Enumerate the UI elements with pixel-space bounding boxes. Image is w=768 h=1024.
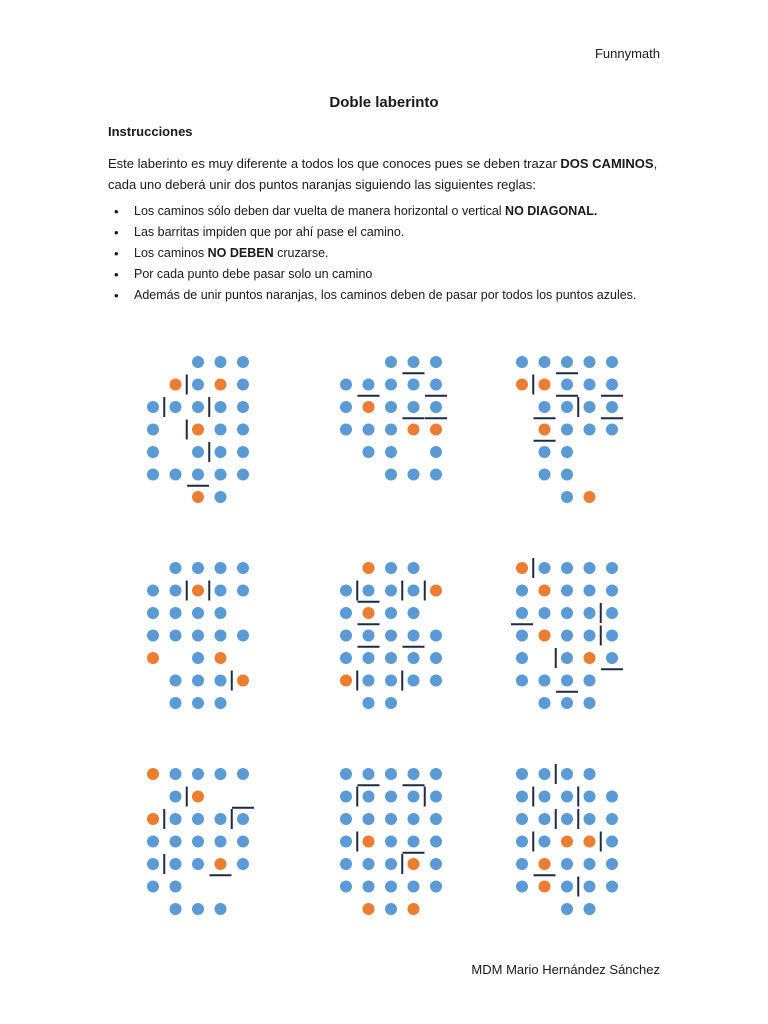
blue-dot (192, 836, 204, 848)
blue-dot (606, 401, 618, 413)
blue-dot (192, 469, 204, 481)
blue-dot (430, 446, 442, 458)
maze-3 (516, 356, 623, 503)
blue-dot (215, 491, 227, 503)
blue-dot (192, 630, 204, 642)
blue-dot (340, 791, 352, 803)
rule-text: Por cada punto debe pasar solo un camino (134, 267, 373, 281)
blue-dot (408, 562, 420, 574)
blue-dot (516, 791, 528, 803)
rule-text: Además de unir puntos naranjas, los caminos deben de pasar por todos los puntos azules. (134, 288, 637, 302)
blue-dot (363, 652, 375, 664)
blue-dot (170, 607, 182, 619)
orange-dot (192, 791, 204, 803)
blue-dot (147, 585, 159, 597)
blue-dot (192, 675, 204, 687)
orange-dot (539, 424, 551, 436)
blue-dot (584, 562, 596, 574)
blue-dot (584, 858, 596, 870)
blue-dot (584, 585, 596, 597)
blue-dot (170, 881, 182, 893)
blue-dot (215, 562, 227, 574)
blue-dot (606, 652, 618, 664)
blue-dot (385, 858, 397, 870)
orange-dot (363, 903, 375, 915)
orange-dot (147, 813, 159, 825)
blue-dot (584, 424, 596, 436)
orange-dot (584, 491, 596, 503)
blue-dot (385, 401, 397, 413)
blue-dot (385, 836, 397, 848)
blue-dot (430, 356, 442, 368)
blue-dot (561, 813, 573, 825)
blue-dot (539, 469, 551, 481)
maze-2 (340, 356, 447, 481)
blue-dot (363, 585, 375, 597)
blue-dot (170, 836, 182, 848)
blue-dot (516, 836, 528, 848)
orange-dot (215, 652, 227, 664)
blue-dot (147, 607, 159, 619)
blue-dot (561, 630, 573, 642)
blue-dot (170, 768, 182, 780)
blue-dot (516, 585, 528, 597)
blue-dot (170, 401, 182, 413)
blue-dot (561, 401, 573, 413)
intro-emphasis: DOS CAMINOS (560, 156, 654, 171)
blue-dot (237, 379, 249, 391)
blue-dot (539, 446, 551, 458)
orange-dot (539, 585, 551, 597)
blue-dot (516, 630, 528, 642)
blue-dot (606, 791, 618, 803)
blue-dot (516, 813, 528, 825)
blue-dot (237, 401, 249, 413)
blue-dot (385, 652, 397, 664)
blue-dot (385, 697, 397, 709)
blue-dot (363, 379, 375, 391)
orange-dot (363, 836, 375, 848)
blue-dot (385, 675, 397, 687)
blue-dot (237, 424, 249, 436)
blue-dot (363, 881, 375, 893)
intro-text-line2: cada uno deberá unir dos puntos naranjas siguiendo las siguientes reglas: (108, 177, 536, 192)
blue-dot (215, 675, 227, 687)
blue-dot (363, 630, 375, 642)
blue-dot (606, 836, 618, 848)
blue-dot (516, 356, 528, 368)
blue-dot (584, 356, 596, 368)
orange-dot (237, 675, 249, 687)
blue-dot (561, 881, 573, 893)
blue-dot (561, 379, 573, 391)
instructions-heading: Instrucciones (108, 124, 193, 139)
blue-dot (516, 858, 528, 870)
blue-dot (584, 607, 596, 619)
blue-dot (430, 791, 442, 803)
blue-dot (147, 881, 159, 893)
blue-dot (584, 791, 596, 803)
blue-dot (516, 675, 528, 687)
blue-dot (539, 607, 551, 619)
brand-label: Funnymath (594, 46, 660, 61)
blue-dot (340, 858, 352, 870)
blue-dot (192, 768, 204, 780)
blue-dot (215, 356, 227, 368)
blue-dot (340, 607, 352, 619)
orange-dot (408, 903, 420, 915)
blue-dot (192, 562, 204, 574)
blue-dot (192, 813, 204, 825)
blue-dot (170, 858, 182, 870)
intro-text: Este laberinto es muy diferente a todos los que conoces pues se deben trazar (108, 156, 561, 171)
blue-dot (430, 401, 442, 413)
maze-7 (147, 768, 254, 915)
blue-dot (385, 585, 397, 597)
blue-dot (170, 813, 182, 825)
blue-dot (192, 379, 204, 391)
blue-dot (430, 652, 442, 664)
blue-dot (561, 469, 573, 481)
blue-dot (561, 446, 573, 458)
blue-dot (561, 768, 573, 780)
blue-dot (170, 469, 182, 481)
blue-dot (340, 424, 352, 436)
blue-dot (539, 356, 551, 368)
maze-6 (511, 558, 623, 709)
blue-dot (408, 356, 420, 368)
orange-dot (363, 401, 375, 413)
blue-dot (408, 379, 420, 391)
blue-dot (561, 903, 573, 915)
blue-dot (584, 813, 596, 825)
blue-dot (430, 881, 442, 893)
blue-dot (606, 630, 618, 642)
blue-dot (561, 585, 573, 597)
blue-dot (170, 903, 182, 915)
blue-dot (363, 858, 375, 870)
blue-dot (385, 813, 397, 825)
blue-dot (192, 903, 204, 915)
blue-dot (561, 652, 573, 664)
blue-dot (237, 768, 249, 780)
blue-dot (147, 424, 159, 436)
page-title: Doble laberinto (329, 94, 439, 111)
orange-dot (192, 424, 204, 436)
blue-dot (408, 401, 420, 413)
orange-dot (215, 858, 227, 870)
maze-5 (340, 562, 442, 709)
orange-dot (363, 562, 375, 574)
blue-dot (215, 585, 227, 597)
orange-dot (539, 881, 551, 893)
blue-dot (170, 562, 182, 574)
maze-1 (147, 356, 249, 503)
blue-dot (606, 607, 618, 619)
blue-dot (237, 836, 249, 848)
orange-dot (584, 836, 596, 848)
orange-dot (147, 652, 159, 664)
blue-dot (340, 585, 352, 597)
blue-dot (192, 607, 204, 619)
blue-dot (215, 836, 227, 848)
blue-dot (192, 401, 204, 413)
blue-dot (408, 469, 420, 481)
blue-dot (340, 836, 352, 848)
blue-dot (385, 469, 397, 481)
blue-dot (561, 562, 573, 574)
rule-emphasis: NO DEBEN (207, 246, 274, 260)
blue-dot (237, 585, 249, 597)
blue-dot (430, 768, 442, 780)
blue-dot (237, 356, 249, 368)
blue-dot (340, 630, 352, 642)
blue-dot (237, 858, 249, 870)
blue-dot (606, 379, 618, 391)
blue-dot (215, 697, 227, 709)
rule-text: Los caminos sólo deben dar vuelta de manera horizontal o vertical (134, 204, 506, 218)
blue-dot (340, 768, 352, 780)
orange-dot (192, 491, 204, 503)
orange-dot (147, 768, 159, 780)
blue-dot (340, 379, 352, 391)
blue-dot (340, 652, 352, 664)
blue-dot (340, 401, 352, 413)
blue-dot (561, 675, 573, 687)
blue-dot (606, 424, 618, 436)
orange-dot (215, 379, 227, 391)
blue-dot (363, 446, 375, 458)
intro-comma: , (653, 156, 658, 171)
blue-dot (363, 675, 375, 687)
blue-dot (606, 562, 618, 574)
blue-dot (385, 446, 397, 458)
blue-dot (584, 768, 596, 780)
blue-dot (215, 813, 227, 825)
blue-dot (539, 768, 551, 780)
blue-dot (606, 585, 618, 597)
blue-dot (408, 585, 420, 597)
blue-dot (539, 401, 551, 413)
blue-dot (385, 881, 397, 893)
orange-dot (516, 379, 528, 391)
orange-dot (363, 607, 375, 619)
blue-dot (561, 607, 573, 619)
blue-dot (215, 768, 227, 780)
orange-dot (539, 630, 551, 642)
orange-dot (192, 585, 204, 597)
blue-dot (408, 881, 420, 893)
rule-text: Las barritas impiden que por ahí pase el camino. (134, 225, 405, 239)
blue-dot (385, 630, 397, 642)
orange-dot (516, 562, 528, 574)
blue-dot (606, 356, 618, 368)
orange-dot (408, 424, 420, 436)
blue-dot (237, 630, 249, 642)
blue-dot (385, 903, 397, 915)
blue-dot (170, 585, 182, 597)
blue-dot (363, 424, 375, 436)
blue-dot (147, 401, 159, 413)
blue-dot (561, 858, 573, 870)
orange-dot (170, 379, 182, 391)
blue-dot (340, 881, 352, 893)
blue-dot (385, 356, 397, 368)
blue-dot (516, 607, 528, 619)
blue-dot (147, 858, 159, 870)
maze-4 (147, 562, 249, 709)
blue-dot (147, 469, 159, 481)
blue-dot (584, 903, 596, 915)
blue-dot (430, 379, 442, 391)
orange-dot (430, 424, 442, 436)
blue-dot (430, 836, 442, 848)
rule-emphasis: NO DIAGONAL. (505, 204, 598, 218)
blue-dot (237, 469, 249, 481)
orange-dot (340, 675, 352, 687)
blue-dot (539, 791, 551, 803)
blue-dot (408, 675, 420, 687)
footer-author: MDM Mario Hernández Sánchez (471, 962, 660, 977)
blue-dot (192, 858, 204, 870)
blue-dot (408, 652, 420, 664)
blue-dot (363, 697, 375, 709)
blue-dot (584, 401, 596, 413)
blue-dot (170, 630, 182, 642)
maze-9 (516, 764, 618, 915)
rule-text-after: cruzarse. (273, 246, 329, 260)
blue-dot (170, 791, 182, 803)
blue-dot (430, 813, 442, 825)
blue-dot (516, 881, 528, 893)
blue-dot (385, 562, 397, 574)
blue-dot (408, 630, 420, 642)
blue-dot (539, 813, 551, 825)
blue-dot (516, 768, 528, 780)
orange-dot (584, 652, 596, 664)
blue-dot (408, 791, 420, 803)
blue-dot (606, 881, 618, 893)
orange-dot (539, 379, 551, 391)
orange-dot (430, 585, 442, 597)
orange-dot (561, 836, 573, 848)
blue-dot (192, 446, 204, 458)
blue-dot (215, 630, 227, 642)
blue-dot (363, 813, 375, 825)
blue-dot (539, 836, 551, 848)
blue-dot (170, 675, 182, 687)
blue-dot (215, 607, 227, 619)
blue-dot (539, 562, 551, 574)
blue-dot (584, 881, 596, 893)
blue-dot (385, 424, 397, 436)
blue-dot (561, 356, 573, 368)
blue-dot (147, 630, 159, 642)
blue-dot (215, 903, 227, 915)
blue-dot (561, 697, 573, 709)
blue-dot (363, 791, 375, 803)
rule-text: Los caminos (134, 246, 208, 260)
blue-dot (340, 813, 352, 825)
blue-dot (539, 697, 551, 709)
blue-dot (561, 791, 573, 803)
blue-dot (584, 630, 596, 642)
blue-dot (606, 858, 618, 870)
blue-dot (430, 469, 442, 481)
blue-dot (408, 813, 420, 825)
blue-dot (516, 652, 528, 664)
blue-dot (385, 768, 397, 780)
blue-dot (385, 607, 397, 619)
orange-dot (539, 858, 551, 870)
blue-dot (561, 424, 573, 436)
blue-dot (237, 813, 249, 825)
blue-dot (385, 379, 397, 391)
blue-dot (584, 675, 596, 687)
blue-dot (584, 379, 596, 391)
blue-dot (215, 401, 227, 413)
blue-dot (215, 446, 227, 458)
blue-dot (430, 630, 442, 642)
blue-dot (215, 424, 227, 436)
blue-dot (408, 836, 420, 848)
blue-dot (192, 652, 204, 664)
blue-dot (561, 491, 573, 503)
blue-dot (430, 675, 442, 687)
blue-dot (385, 791, 397, 803)
blue-dot (192, 697, 204, 709)
blue-dot (192, 356, 204, 368)
blue-dot (430, 858, 442, 870)
blue-dot (147, 836, 159, 848)
blue-dot (170, 697, 182, 709)
blue-dot (408, 607, 420, 619)
blue-dot (215, 469, 227, 481)
blue-dot (147, 446, 159, 458)
blue-dot (584, 697, 596, 709)
blue-dot (408, 768, 420, 780)
orange-dot (408, 858, 420, 870)
blue-dot (237, 446, 249, 458)
maze-8 (340, 768, 442, 915)
blue-dot (606, 813, 618, 825)
blue-dot (363, 768, 375, 780)
blue-dot (237, 562, 249, 574)
blue-dot (539, 675, 551, 687)
